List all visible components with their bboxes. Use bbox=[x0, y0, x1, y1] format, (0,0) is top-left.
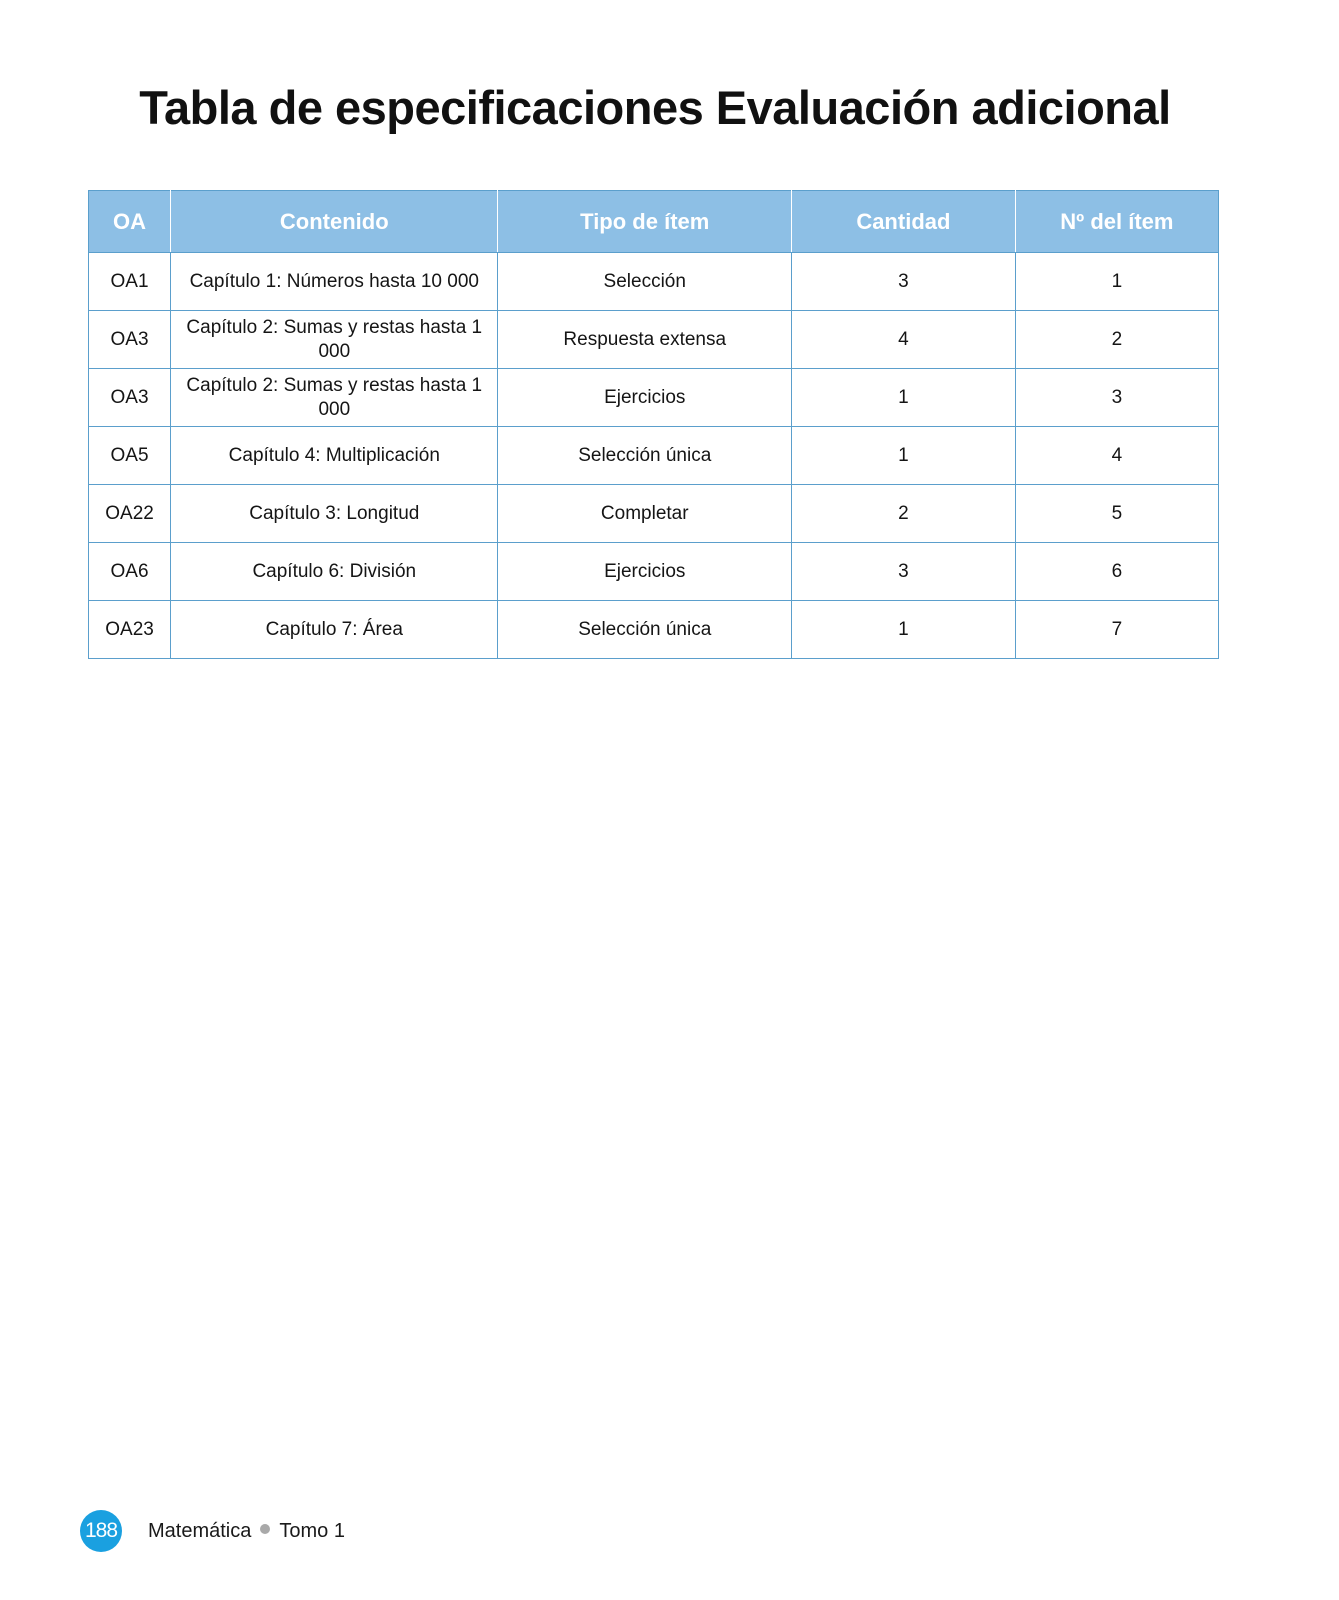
page-number-badge: 188 bbox=[80, 1510, 122, 1552]
cell-numero: 3 bbox=[1015, 369, 1218, 427]
page-footer bbox=[80, 1510, 345, 1552]
header-numero-del-item: Nº del ítem bbox=[1015, 191, 1218, 253]
cell-numero: 5 bbox=[1015, 485, 1218, 543]
cell-contenido: Capítulo 6: División bbox=[171, 543, 498, 601]
cell-oa: OA5 bbox=[89, 427, 171, 485]
table-row bbox=[89, 543, 1219, 601]
cell-cantidad: 4 bbox=[792, 311, 1016, 369]
table-row bbox=[89, 369, 1219, 427]
cell-contenido: Capítulo 4: Multiplicación bbox=[171, 427, 498, 485]
table-row bbox=[89, 601, 1219, 659]
cell-numero: 7 bbox=[1015, 601, 1218, 659]
cell-cantidad: 1 bbox=[792, 369, 1016, 427]
header-oa: OA bbox=[89, 191, 171, 253]
cell-oa: OA22 bbox=[89, 485, 171, 543]
cell-contenido: Capítulo 2: Sumas y restas hasta 1 000 bbox=[171, 369, 498, 427]
cell-numero: 2 bbox=[1015, 311, 1218, 369]
cell-cantidad: 1 bbox=[792, 601, 1016, 659]
cell-tipo: Completar bbox=[498, 485, 792, 543]
cell-tipo: Respuesta extensa bbox=[498, 311, 792, 369]
cell-contenido: Capítulo 7: Área bbox=[171, 601, 498, 659]
bullet-dot-icon bbox=[260, 1524, 270, 1534]
cell-tipo: Ejercicios bbox=[498, 543, 792, 601]
table-header-row bbox=[89, 191, 1219, 253]
cell-numero: 1 bbox=[1015, 253, 1218, 311]
cell-tipo: Selección única bbox=[498, 601, 792, 659]
cell-numero: 6 bbox=[1015, 543, 1218, 601]
cell-cantidad: 3 bbox=[792, 253, 1016, 311]
footer-subject: Matemática bbox=[148, 1519, 252, 1542]
cell-oa: OA3 bbox=[89, 311, 171, 369]
header-cantidad: Cantidad bbox=[792, 191, 1016, 253]
cell-oa: OA6 bbox=[89, 543, 171, 601]
table-row bbox=[89, 253, 1219, 311]
header-contenido: Contenido bbox=[171, 191, 498, 253]
cell-tipo: Selección bbox=[498, 253, 792, 311]
cell-oa: OA1 bbox=[89, 253, 171, 311]
cell-contenido: Capítulo 2: Sumas y restas hasta 1 000 bbox=[171, 311, 498, 369]
footer-text bbox=[148, 1520, 345, 1543]
cell-tipo: Selección única bbox=[498, 427, 792, 485]
footer-volume: Tomo 1 bbox=[279, 1519, 345, 1542]
cell-cantidad: 1 bbox=[792, 427, 1016, 485]
page-title: Tabla de especificaciones Evaluación adicional bbox=[139, 81, 1171, 134]
cell-oa: OA23 bbox=[89, 601, 171, 659]
cell-cantidad: 2 bbox=[792, 485, 1016, 543]
cell-numero: 4 bbox=[1015, 427, 1218, 485]
cell-contenido: Capítulo 3: Longitud bbox=[171, 485, 498, 543]
table-row bbox=[89, 427, 1219, 485]
table-row bbox=[89, 311, 1219, 369]
cell-tipo: Ejercicios bbox=[498, 369, 792, 427]
specifications-table bbox=[88, 190, 1219, 659]
cell-oa: OA3 bbox=[89, 369, 171, 427]
table-row bbox=[89, 485, 1219, 543]
header-tipo-de-item: Tipo de ítem bbox=[498, 191, 792, 253]
cell-contenido: Capítulo 1: Números hasta 10 000 bbox=[171, 253, 498, 311]
cell-cantidad: 3 bbox=[792, 543, 1016, 601]
